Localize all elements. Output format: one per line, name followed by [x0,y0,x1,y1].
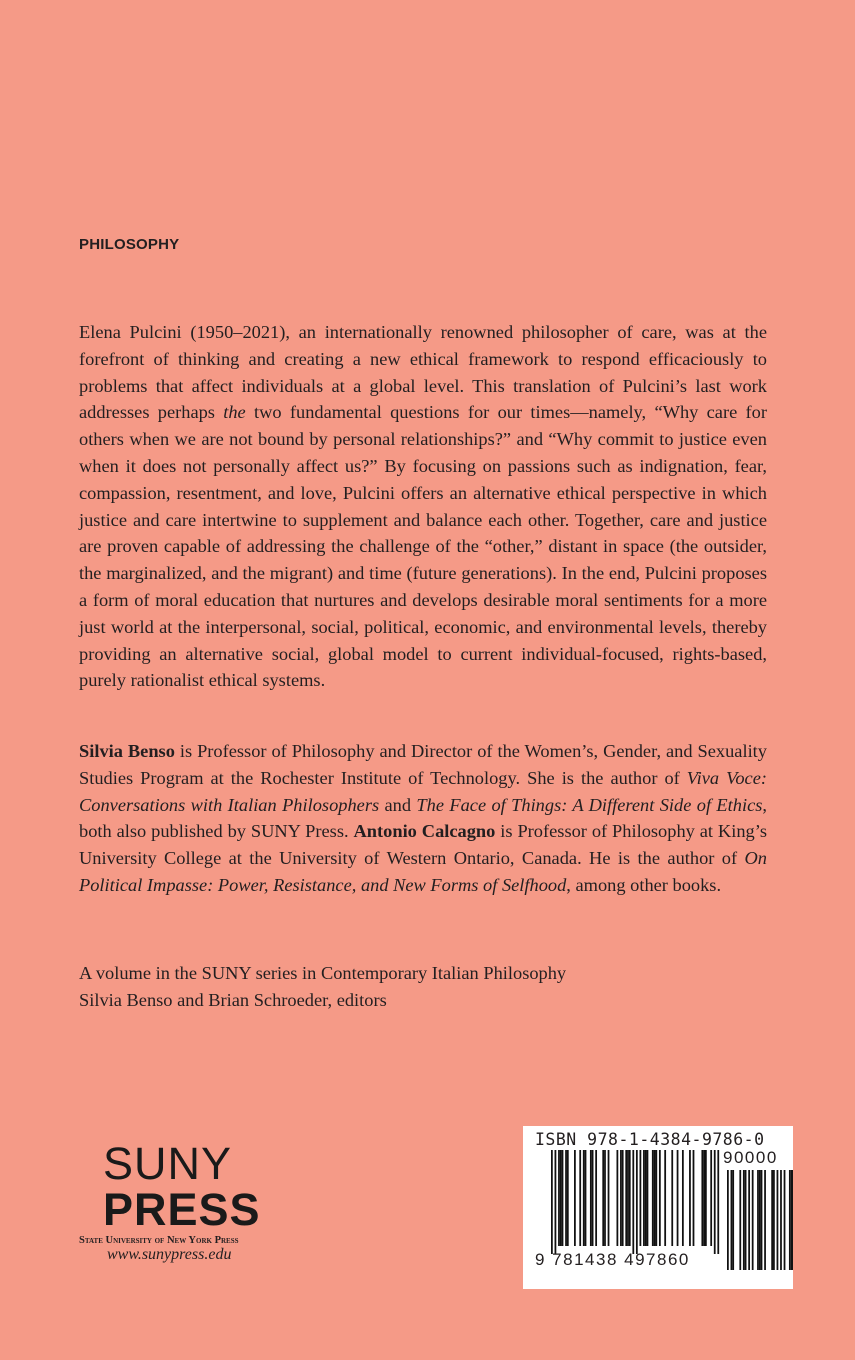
barcode-bar [555,1150,557,1254]
barcode-bar [714,1150,716,1254]
barcode-bar [608,1150,610,1246]
barcode-bar [717,1150,719,1254]
addon-bar [777,1170,779,1270]
barcode-bar [562,1150,564,1246]
barcode-bar [652,1150,654,1246]
italic-run: The Face of Things: A Different Side of Ethics [416,794,763,815]
text-run: , both also published by SUNY Press. [79,794,767,842]
addon-bar [773,1170,775,1270]
italic-run: Viva Voce: Conversations with Italian Philosophers [79,767,767,815]
isbn-label: ISBN 978-1-4384-9786-0 [535,1130,765,1149]
barcode-bar [590,1150,592,1246]
bold-run: Antonio Calcagno [353,821,496,842]
barcode-bar [560,1150,562,1246]
barcode-bar [647,1150,649,1246]
italic-run: On Political Impasse: Power, Resistance, and New Forms of Selfhood [79,848,767,895]
barcode-bar [625,1150,627,1246]
barcode-bar [627,1150,629,1246]
ean-digits: 9 781438 497860 [535,1250,690,1269]
barcode-bar [677,1150,679,1246]
barcode-bar [671,1150,673,1246]
barcode-bar [682,1150,684,1246]
addon-bar [759,1170,761,1270]
addon-bar [784,1170,786,1270]
author-bios [79,738,767,899]
barcode-bar [602,1150,604,1246]
bold-run: Silvia Benso [79,741,175,761]
addon-bar [771,1170,773,1270]
barcode-bar [574,1150,576,1246]
text-run: is Professor of Philosophy and Director of the Women’s, Gender, and Sexuality Studies Program at the Rochester Institute of Technology. She is the author of [79,741,767,788]
barcode-bar [551,1150,553,1254]
barcode-bar [629,1150,631,1246]
series-line: A volume in the SUNY series in Contemporary Italian Philosophy [79,963,567,983]
addon-bar [780,1170,782,1270]
text-run: is Professor of Philosophy at King’s University College at the University of Western Ontario, Canada. He is the author of [79,821,767,869]
barcode-bar [645,1150,647,1246]
addon-bar [727,1170,729,1270]
barcode-bar [689,1150,691,1246]
italic-run: the [223,402,246,423]
addon-bar [745,1170,747,1270]
text-run: , among other books. [566,874,722,895]
barcode-bar [701,1150,703,1246]
barcode-bar [595,1150,597,1246]
barcode-bar [592,1150,594,1246]
barcode-bar [632,1150,634,1254]
barcode-bar [604,1150,606,1246]
addon-bar [761,1170,763,1270]
book-description [79,319,767,694]
addon-bar [764,1170,766,1270]
barcode-bar [659,1150,661,1246]
barcode-bar [558,1150,560,1246]
addon-bar [757,1170,759,1270]
barcode-bar [579,1150,581,1246]
barcode-bar [565,1150,567,1246]
barcode-bar [664,1150,666,1246]
text-run: and [379,794,417,815]
barcode-bar [654,1150,656,1246]
logo-press-text: PRESS [103,1184,261,1235]
addon-bar [752,1170,754,1270]
addon-bar [792,1170,793,1270]
logo-suny-text: SUNY [103,1138,233,1189]
isbn-barcode [523,1126,793,1289]
barcode-bar [710,1150,712,1246]
barcode-bar [636,1150,638,1254]
barcode-bar [703,1150,705,1246]
barcode-bar [705,1150,707,1246]
addon-bar [789,1170,791,1270]
addon-bar [739,1170,741,1270]
text-run: Elena Pulcini (1950–2021), an internationally renowned philosopher of care, was at the forefront of thinking and creating a new ethical framework to respond efficaciously to problems that affect individuals at a global level. This translation of Pulcini’s last work addresses perhaps [79,322,767,423]
barcode-bar [620,1150,622,1246]
text-run: two fundamental questions for our times—namely, “Why care for others when we are not bound by personal relationships?” and “Why commit to justice even when it does not personally affect us?” By focusing on passions such as indignation, fear, compassion, resentment, and love, Pulcini offers an alternative ethical perspective in which justice and care intertwine to supplement and balance each other. Together, care and justice are proven capable of addressing the challenge of the “other,” distant in space (the outsider, the marginalized, and the migrant) and time (future generations). In the end, Pulcini proposes a form of moral education that nurtures and develops desirable moral sentiments for a more just world at the interpersonal, social, political, economic, and environmental levels, thereby providing an alternative social, global model to current individual-focused, rights-based, purely rationalist ethical systems. [79,402,767,691]
barcode-bar [616,1150,618,1246]
addon-bar [731,1170,733,1270]
publisher-logo [79,1138,299,1264]
category-label: PHILOSOPHY [79,236,180,253]
addon-bar [743,1170,745,1270]
addon-bar [791,1170,793,1270]
barcode-bar [693,1150,695,1246]
barcode-bar [567,1150,569,1246]
barcode-bar [583,1150,585,1246]
addon-digits: 90000 [723,1148,778,1167]
series-info [79,960,767,1014]
publisher-full-name: State University of New York Press [79,1235,239,1246]
publisher-url: www.sunypress.edu [107,1246,232,1263]
series-editors: Silvia Benso and Brian Schroeder, editors [79,989,387,1010]
barcode-bar [643,1150,645,1246]
barcode-bar [640,1150,642,1246]
barcode-bar [622,1150,624,1246]
barcode-bar [655,1150,657,1246]
addon-bar [748,1170,750,1270]
addon-bar [732,1170,734,1270]
barcode-bar [585,1150,587,1246]
